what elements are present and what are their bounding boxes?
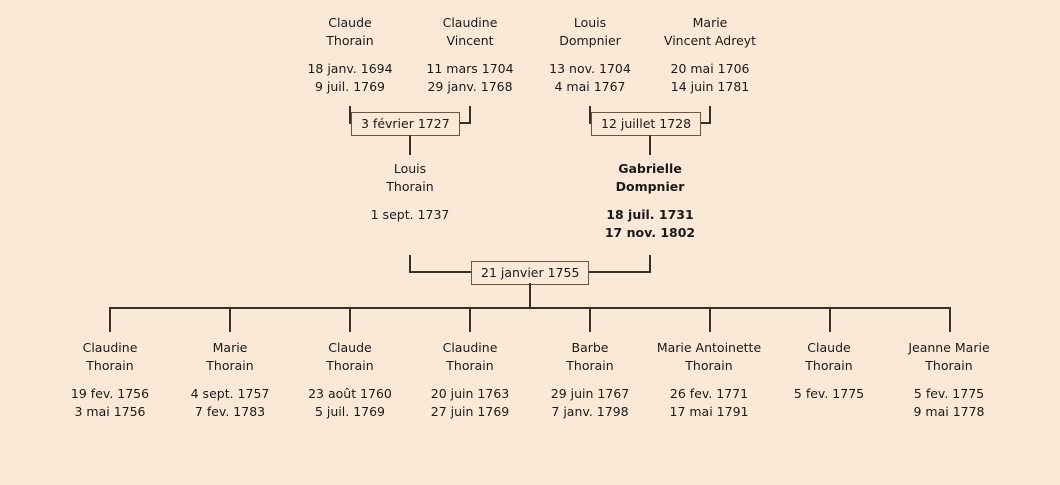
connector-line [829,307,831,332]
person-card [350,160,470,224]
person-card [410,339,530,422]
person-dates [170,385,290,421]
person-card [884,339,1014,422]
person-birth-date: 4 sept. 1757 [190,386,270,402]
person-death-date: 14 juin 1781 [670,79,750,95]
person-given-name: Marie [692,15,728,30]
person-surname: Thorain [566,358,614,374]
person-dates [639,385,779,421]
person-card [50,339,170,422]
person-surname: Dompnier [559,33,621,49]
person-card [290,14,410,97]
person-surname: Thorain [685,358,733,374]
person-surname: Thorain [326,358,374,374]
person-death-date: 29 janv. 1768 [427,79,513,95]
person-surname: Thorain [86,358,134,374]
person-given-name: Claude [328,15,372,30]
marriage-badge: 3 février 1727 [351,112,460,136]
connector-line [649,135,651,155]
connector-line [409,135,411,155]
person-card [645,14,775,97]
person-dates [645,60,775,96]
person-dates [530,60,650,96]
person-card [530,14,650,97]
person-surname: Thorain [326,33,374,49]
person-given-name: Jeanne Marie [908,340,990,355]
person-given-name: Gabrielle [618,161,682,176]
person-death-date: 7 fev. 1783 [194,404,266,420]
marriage-badge: 21 janvier 1755 [471,261,589,285]
person-given-name: Marie Antoinette [656,340,762,355]
person-card [769,339,889,403]
connector-line [649,255,651,272]
person-card-focus [590,160,710,243]
person-birth-date: 29 juin 1767 [550,386,630,402]
person-given-name: Louis [393,161,427,176]
person-card [410,14,530,97]
connector-line [409,255,411,272]
person-death-date: 27 juin 1769 [430,404,510,420]
person-dates [410,385,530,421]
person-dates [769,385,889,403]
person-birth-date: 18 janv. 1694 [307,61,393,77]
person-surname: Thorain [446,358,494,374]
person-given-name: Barbe [571,340,609,355]
person-birth-date: 19 fev. 1756 [70,386,150,402]
person-dates [290,385,410,421]
person-dates [530,385,650,421]
person-dates [290,60,410,96]
person-given-name: Claude [807,340,851,355]
person-birth-date: 13 nov. 1704 [549,61,631,77]
connector-line [589,307,591,332]
person-given-name: Claudine [442,15,498,30]
person-death-date: 4 mai 1767 [554,79,626,95]
person-given-name: Marie [212,340,248,355]
person-death-date: 5 juil. 1769 [314,404,386,420]
connector-line [709,307,711,332]
marriage-badge: 12 juillet 1728 [591,112,701,136]
connector-line [469,307,471,332]
person-death-date: 3 mai 1756 [74,404,146,420]
person-surname: Vincent [446,33,494,49]
person-birth-date: 26 fev. 1771 [669,386,749,402]
person-given-name: Claudine [442,340,498,355]
connector-line [529,283,531,308]
connector-line [349,307,351,332]
person-card [530,339,650,422]
person-given-name: Louis [573,15,607,30]
person-surname: Dompnier [615,179,685,195]
person-surname: Thorain [805,358,853,374]
person-birth-date: 20 juin 1763 [430,386,510,402]
person-birth-date: 1 sept. 1737 [370,207,450,223]
person-birth-date: 18 juil. 1731 [606,207,694,223]
person-birth-date: 23 août 1760 [308,386,392,402]
person-dates [410,60,530,96]
connector-line [709,106,711,123]
person-birth-date: 5 fev. 1775 [913,386,985,402]
person-birth-date: 11 mars 1704 [426,61,514,77]
person-surname: Thorain [925,358,973,374]
person-given-name: Claudine [82,340,138,355]
person-dates [884,385,1014,421]
connector-line [229,307,231,332]
person-death-date: 7 janv. 1798 [551,404,629,420]
person-birth-date: 5 fev. 1775 [793,386,865,402]
person-card [639,339,779,422]
person-death-date: 17 mai 1791 [669,404,749,420]
person-surname: Thorain [206,358,254,374]
person-death-date: 17 nov. 1802 [604,225,696,241]
person-dates [50,385,170,421]
person-dates [590,206,710,242]
person-death-date: 9 mai 1778 [913,404,985,420]
person-given-name: Claude [328,340,372,355]
connector-line [949,307,951,332]
person-birth-date: 20 mai 1706 [670,61,750,77]
person-surname: Thorain [386,179,434,195]
connector-line [109,307,111,332]
person-card [170,339,290,422]
person-dates [350,206,470,224]
person-surname: Vincent Adreyt [663,33,757,49]
person-death-date: 9 juil. 1769 [314,79,386,95]
sibling-bar [109,307,950,309]
person-card [290,339,410,422]
connector-line [469,106,471,123]
